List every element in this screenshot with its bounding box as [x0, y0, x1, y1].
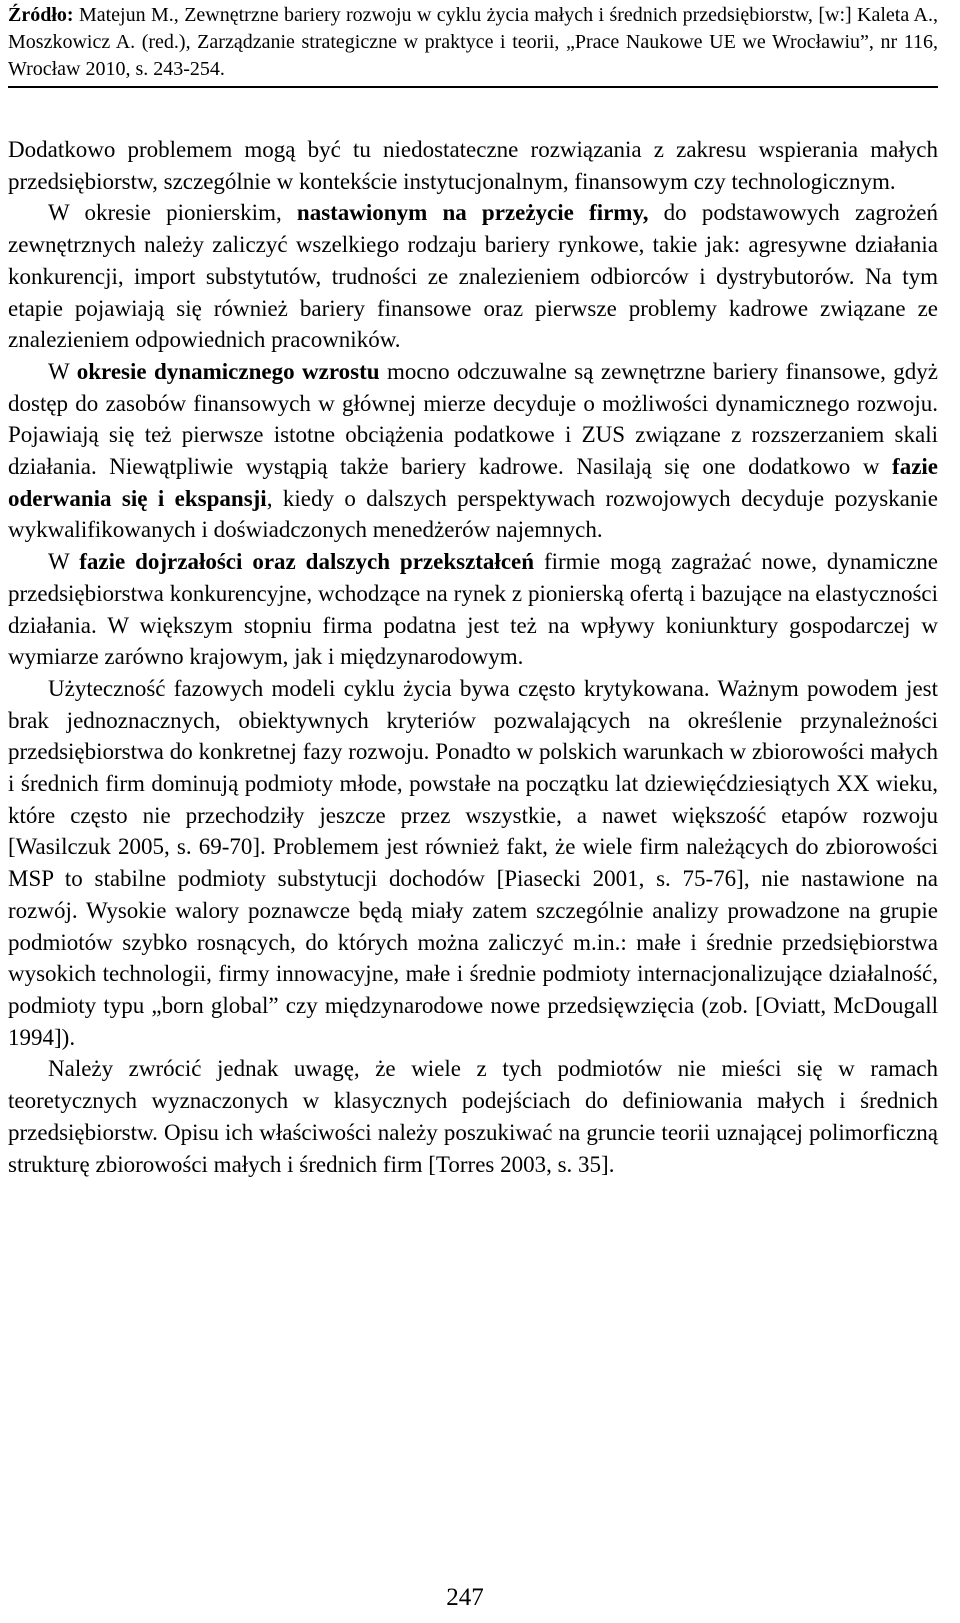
source-citation	[8, 0, 938, 83]
body-text	[8, 134, 938, 1180]
document-page	[8, 0, 938, 1180]
paragraph-3	[8, 356, 938, 546]
text-run: W	[48, 549, 80, 575]
emphasis-run: fazie dojrzałości oraz dalszych przekształceń	[79, 549, 535, 575]
text-run: W okresie pionierskim,	[48, 200, 297, 226]
paragraph-1: Dodatkowo problemem mogą być tu niedostateczne rozwiązania z zakresu wspierania małych przedsiębiorstw, szczególnie w kontekście instytucjonalnym, finansowym czy technologicznym.	[8, 137, 938, 194]
source-text: Matejun M., Zewnętrzne bariery rozwoju w cyklu życia małych i średnich przedsiębiorstw, [w:] Kaleta A., Moszkowicz A. (red.), Zarządzanie strategiczne w praktyce i teorii, „Prace Naukowe UE we Wrocławiu”, nr 116, Wrocław 2010, s. 243-254.	[8, 4, 938, 80]
paragraph-5: Użyteczność fazowych modeli cyklu życia bywa często krytykowana. Ważnym powodem jest brak jednoznacznych, obiektywnych kryteriów pozwalających na określenie przynależności przedsiębiorstwa do konkretnej fazy rozwoju. Ponadto w polskich warunkach w zbiorowości małych i średnich firm dominują podmioty młode, powstałe na początku lat dziewięćdziesiątych XX wieku, które często nie przechodziły jeszcze przez wszystkie, a nawet większość etapów rozwoju [Wasilczuk 2005, s. 69-70]. Problemem jest również fakt, że wiele firm należących do zbiorowości MSP to stabilne podmioty substytucji dochodów [Piasecki 2001, s. 75-76], nie nastawione na rozwój. Wysokie walory poznawcze będą miały zatem szczególnie analizy prowadzone na grupie podmiotów szybko rosnących, do których można zaliczyć m.in.: małe i średnie przedsiębiorstwa wysokich technologii, firmy innowacyjne, małe i średnie podmioty internacjonalizujące działalność, podmioty typu „born global” czy międzynarodowe nowe przedsięwzięcia (zob. [Oviatt, McDougall 1994]).	[8, 675, 938, 1050]
emphasis-run: nastawionym na przeżycie firmy,	[296, 200, 649, 226]
emphasis-run: fazie oderwania się i ekspansji	[8, 454, 938, 511]
paragraph-6: Należy zwrócić jednak uwagę, że wiele z tych podmiotów nie mieści się w ramach teoretycznych wyznaczonych w klasycznych podejściach do definiowania małych i średnich przedsiębiorstw. Opisu ich właściwości należy poszukiwać na gruncie teorii uznającej polimorficzną strukturę zbiorowości małych i średnich firm [Torres 2003, s. 35].	[8, 1056, 938, 1177]
text-run: , kiedy o dalszych perspektywach rozwojowych decyduje pozyskanie wykwalifikowanych i doświadczonych menedżerów najemnych.	[8, 485, 938, 543]
text-run: mocno odczuwalne są zewnętrzne bariery finansowe, gdyż dostęp do zasobów finansowych w głównej mierze decyduje o możliwości dynamicznego rozwoju. Pojawiają się też pierwsze istotne obciążenia podatkowe i ZUS związane z rozszerzaniem skali działania. Niewątpliwie wystąpią także bariery kadrowe. Nasilają się one dodatkowo w	[8, 358, 939, 480]
text-run: do podstawowych zagrożeń zewnętrznych należy zaliczyć wszelkiego rodzaju bariery rynkowe, takie jak: agresywne działania konkurencji, import substytutów, trudności ze znalezieniem odbiorców i dystrybutorów. Na tym etapie pojawiają się również bariery finansowe oraz pierwsze problemy kadrowe związane ze znalezieniem odpowiednich pracowników.	[8, 200, 938, 353]
emphasis-run: okresie dynamicznego wzrostu	[76, 358, 380, 384]
text-run: firmie mogą zagrażać nowe, dynamiczne przedsiębiorstwa konkurencyjne, wchodzące na rynek z pionierską ofertą i bazujące na elastyczności działania. W większym stopniu firma podatna jest też na wpływy koniunktury gospodarczej w wymiarze zarówno krajowym, jak i międzynarodowym.	[8, 549, 939, 670]
source-label: Źródło:	[8, 4, 74, 26]
page-number: 247	[446, 1584, 484, 1611]
paragraph-2	[8, 197, 938, 356]
text-run: W	[48, 358, 77, 384]
footnote-divider	[8, 86, 938, 88]
paragraph-4	[8, 546, 938, 673]
